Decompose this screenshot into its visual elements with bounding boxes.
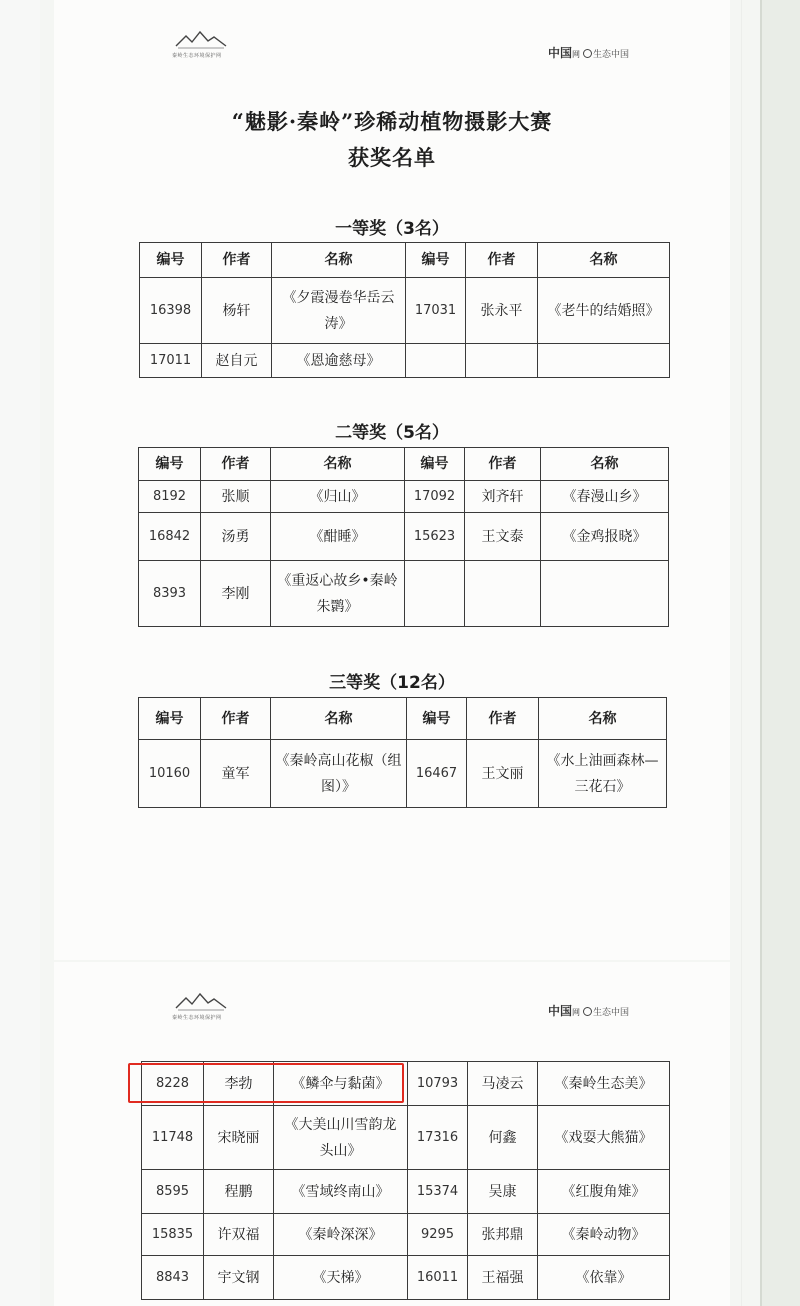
table-row [139, 740, 667, 808]
table-header-row [139, 448, 669, 481]
column-header: 名称 [272, 243, 406, 278]
author: 张邦鼎 [468, 1214, 538, 1256]
work-title: 《夕霞漫卷华岳云涛》 [272, 278, 406, 344]
author: 宋晓丽 [204, 1106, 274, 1170]
brand-second: 生态中国 [593, 50, 630, 60]
work-title: 《水上油画森林—三花石》 [539, 740, 667, 808]
first-prize-heading: 一等奖（3名） [335, 219, 449, 239]
document-subtitle: 获奖名单 [348, 145, 436, 170]
brand-main: 中国 [548, 1004, 573, 1018]
left-margin [0, 0, 40, 1306]
column-header: 作者 [467, 698, 539, 740]
entry-id: 15374 [408, 1170, 468, 1214]
table-row [142, 1106, 670, 1170]
column-header: 编号 [407, 698, 467, 740]
author: 宇文钢 [204, 1256, 274, 1300]
entry-id: 8192 [139, 481, 201, 513]
column-header: 作者 [202, 243, 272, 278]
right-margin [760, 0, 800, 1306]
work-title: 《红腹角雉》 [538, 1170, 670, 1214]
entry-id: 17316 [408, 1106, 468, 1170]
author: 张顺 [201, 481, 271, 513]
column-header: 名称 [539, 698, 667, 740]
work-title: 《秦岭动物》 [538, 1214, 670, 1256]
author: 王文丽 [467, 740, 539, 808]
ring-icon [583, 49, 592, 58]
work-title: 《恩逾慈母》 [272, 344, 406, 378]
column-header: 作者 [466, 243, 538, 278]
entry-id: 15835 [142, 1214, 204, 1256]
empty-cell [541, 561, 669, 627]
brand-mark [548, 1002, 629, 1019]
page-edge-shadow [760, 0, 762, 1306]
entry-id: 9295 [408, 1214, 468, 1256]
third-prize-heading: 三等奖（12名） [329, 673, 455, 693]
author: 汤勇 [201, 513, 271, 561]
empty-cell [538, 344, 670, 378]
third-prize-table [138, 697, 667, 808]
entry-id: 16842 [139, 513, 201, 561]
work-title: 《大美山川雪韵龙头山》 [274, 1106, 408, 1170]
table-row [139, 481, 669, 513]
ring-icon [583, 1007, 592, 1016]
work-title: 《重返心故乡•秦岭朱鹮》 [271, 561, 405, 627]
entry-id: 15623 [405, 513, 465, 561]
author: 程鹏 [204, 1170, 274, 1214]
author: 王福强 [468, 1256, 538, 1300]
work-title: 《老牛的结婚照》 [538, 278, 670, 344]
table-header-row [139, 698, 667, 740]
table-row [139, 561, 669, 627]
author: 张永平 [466, 278, 538, 344]
work-title: 《天梯》 [274, 1256, 408, 1300]
work-title: 《戏耍大熊猫》 [538, 1106, 670, 1170]
column-header: 编号 [139, 698, 201, 740]
author: 杨轩 [202, 278, 272, 344]
work-title: 《归山》 [271, 481, 405, 513]
highlight-box [128, 1063, 404, 1103]
mountain-logo-icon [172, 28, 230, 50]
document-page-2 [54, 962, 730, 1306]
entry-id: 17011 [140, 344, 202, 378]
brand-suffix: 网 [572, 1008, 581, 1017]
author: 李勃 [204, 1062, 274, 1106]
author: 马凌云 [468, 1062, 538, 1106]
work-title: 《秦岭深深》 [274, 1214, 408, 1256]
entry-id: 11748 [142, 1106, 204, 1170]
entry-id: 8393 [139, 561, 201, 627]
mountain-logo-icon [172, 990, 230, 1012]
author: 李刚 [201, 561, 271, 627]
column-header: 作者 [465, 448, 541, 481]
column-header: 作者 [201, 698, 271, 740]
empty-cell [466, 344, 538, 378]
second-prize-table [138, 447, 669, 627]
table-row [142, 1170, 670, 1214]
logo-caption: 秦岭生态环境保护网 [172, 53, 222, 59]
author: 童军 [201, 740, 271, 808]
column-header: 编号 [139, 448, 201, 481]
page-edge-line [741, 0, 742, 1306]
work-title: 《雪域终南山》 [274, 1170, 408, 1214]
brand-suffix: 网 [572, 50, 581, 59]
entry-id: 16467 [407, 740, 467, 808]
second-prize-heading: 二等奖（5名） [335, 423, 449, 443]
work-title: 《秦岭高山花椒（组图）》 [271, 740, 407, 808]
column-header: 编号 [140, 243, 202, 278]
entry-id: 17092 [405, 481, 465, 513]
table-row [140, 278, 670, 344]
work-title: 《春漫山乡》 [541, 481, 669, 513]
document-title: “魅影·秦岭”珍稀动植物摄影大赛 [231, 109, 553, 134]
table-row [140, 344, 670, 378]
entry-id: 8843 [142, 1256, 204, 1300]
column-header: 名称 [538, 243, 670, 278]
table-row [139, 513, 669, 561]
column-header: 编号 [405, 448, 465, 481]
work-title: 《金鸡报晓》 [541, 513, 669, 561]
brand-main: 中国 [548, 46, 573, 60]
entry-id: 10160 [139, 740, 201, 808]
column-header: 编号 [406, 243, 466, 278]
column-header: 名称 [271, 698, 407, 740]
column-header: 名称 [271, 448, 405, 481]
entry-id: 17031 [406, 278, 466, 344]
empty-cell [465, 561, 541, 627]
entry-id: 8228 [142, 1062, 204, 1106]
empty-cell [405, 561, 465, 627]
author: 王文泰 [465, 513, 541, 561]
work-title: 《依靠》 [538, 1256, 670, 1300]
work-title: 《秦岭生态美》 [538, 1062, 670, 1106]
work-title: 《酣睡》 [271, 513, 405, 561]
author: 吴康 [468, 1170, 538, 1214]
first-prize-table [139, 242, 670, 378]
logo-caption: 秦岭生态环境保护网 [172, 1015, 222, 1021]
empty-cell [406, 344, 466, 378]
work-title: 《鳞伞与黏菌》 [274, 1062, 408, 1106]
author: 何鑫 [468, 1106, 538, 1170]
author: 刘齐轩 [465, 481, 541, 513]
organizer-logo [172, 28, 242, 68]
entry-id: 10793 [408, 1062, 468, 1106]
author: 许双福 [204, 1214, 274, 1256]
table-row [142, 1214, 670, 1256]
organizer-logo [172, 990, 242, 1030]
brand-second: 生态中国 [593, 1008, 630, 1018]
document-page-1 [54, 0, 730, 960]
author: 赵自元 [202, 344, 272, 378]
table-row [142, 1256, 670, 1300]
table-header-row [140, 243, 670, 278]
entry-id: 16398 [140, 278, 202, 344]
column-header: 名称 [541, 448, 669, 481]
entry-id: 16011 [408, 1256, 468, 1300]
brand-mark [548, 44, 629, 61]
entry-id: 8595 [142, 1170, 204, 1214]
column-header: 作者 [201, 448, 271, 481]
